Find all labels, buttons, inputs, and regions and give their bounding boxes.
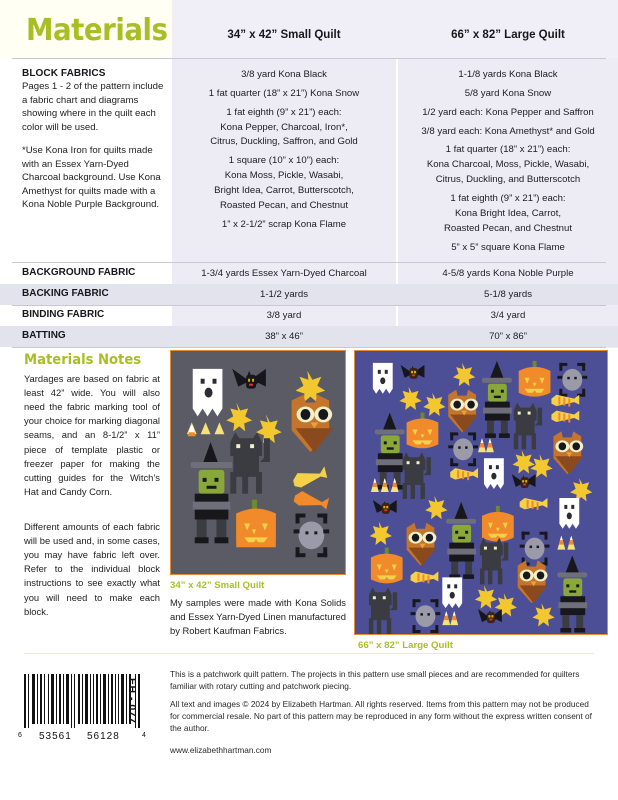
column-header-small-quilt: 34” x 42” Small Quilt: [227, 29, 341, 41]
row-label: BACKGROUND FABRIC: [22, 267, 136, 278]
footer-paragraph-2: All text and images © 2024 by Elizabeth Hartman. All rights reserved. Items from this pattern may not be produced for commercial resale. No part of this pattern may be reproduced in any form without the express written consent of the author.: [170, 699, 592, 734]
row-value-large-quilt: 70” x 86”: [489, 331, 527, 342]
small-quilt-image: [170, 350, 346, 575]
large-quilt-caption: 66” x 82” Large Quilt: [358, 640, 453, 651]
table-rule: [12, 58, 606, 59]
sample-fabrics-note: My samples were made with Kona Solids and Essex Yarn-Dyed Linen manufactured by Robert Kaufman Fabrics.: [170, 597, 346, 637]
fabric-list-item: 3/8 yard Kona Black: [241, 69, 327, 80]
row-value-small-quilt: 1-3/4 yards Essex Yarn-Dyed Charcoal: [201, 268, 367, 279]
block-fabrics-list-small: [176, 68, 392, 237]
materials-notes-heading: Materials Notes: [24, 352, 142, 368]
barcode-left-digit: 6: [18, 732, 22, 739]
candy-corn-motif: [187, 422, 225, 436]
fabric-list-item: 3/8 yard each: Kona Amethyst* and Gold: [421, 125, 595, 137]
table-row: [0, 284, 618, 305]
row-value-large-quilt: 4-5/8 yards Kona Noble Purple: [442, 268, 574, 279]
ghost-motif: [193, 369, 223, 417]
block-fabrics-note-1: Pages 1 - 2 of the pattern include a fabric chart and diagrams showing where in the quilt each color will be used.: [22, 81, 164, 133]
row-value-large-quilt: 3/4 yard: [490, 310, 526, 321]
footer-divider: [24, 653, 594, 654]
fabric-list-item: 1” x 2-1/2” scrap Kona Flame: [221, 218, 347, 230]
row-value-large-quilt: 5-1/8 yards: [484, 289, 532, 300]
row-label: BINDING FABRIC: [22, 309, 105, 320]
barcode-group-1: 53561: [39, 731, 72, 742]
materials-table-section: [0, 0, 618, 348]
fabric-list-item: 5/8 yard Kona Snow: [464, 87, 552, 99]
materials-notes-paragraph-1: Yardages are based on fabric at least 42” wide. You will also need the fabric marking tool of your choice for marking diagonal seams, and an 8-1/2” x 11” piece of template plastic or freezer paper for making the cutting guides for the Witch’s Hat and Candy Corn.: [24, 373, 160, 497]
fabric-list-item: 1/2 yard each: Kona Pepper and Saffron: [422, 106, 594, 118]
column-header-large-quilt: 66” x 82” Large Quilt: [451, 29, 565, 41]
page-footer: [0, 660, 618, 800]
row-value-small-quilt: 38” x 46”: [265, 331, 303, 342]
block-fabrics-note-2: *Use Kona Iron for quilts made with an Essex Yarn-Dyed Charcoal background. Use Kona Amethyst for quilts made with a Kona Noble Purple Background.: [22, 145, 161, 211]
sku-code: EH - 077: [126, 678, 138, 724]
page-title: Materials: [26, 13, 168, 48]
barcode-group-2: 56128: [87, 731, 120, 742]
row-label: BATTING: [22, 330, 66, 341]
footer-website: www.elizabethhartman.com: [170, 745, 272, 755]
barcode-digits: [18, 731, 150, 743]
large-quilt-artwork: [355, 351, 607, 634]
block-fabrics-list-large: [400, 68, 616, 259]
materials-notes-section: [0, 348, 618, 660]
table-row: [0, 326, 618, 347]
large-quilt-image: [354, 350, 608, 635]
fabric-list-item: 1-1/8 yards Kona Black: [458, 69, 558, 80]
barcode-right-digit: 4: [142, 732, 146, 739]
row-label-block-fabrics: BLOCK FABRICS: [22, 68, 106, 79]
row-label: BACKING FABRIC: [22, 288, 109, 299]
footer-paragraph-1: This is a patchwork quilt pattern. The projects in this pattern use small pieces and are recommended for quilters familiar with rotary cutting and patchwork piecing.: [170, 669, 580, 692]
small-quilt-caption: 34” x 42” Small Quilt: [170, 580, 265, 591]
materials-notes-paragraph-2: Different amounts of each fabric will be used and, in some cases, you may have fabric left over. Refer to the individual block instructions to see exactly what you will need to make each block.: [24, 521, 160, 617]
fabric-list-item: 1 fat quarter (18” x 21”) each: Kona Charcoal, Moss, Pickle, Wasabi, Citrus, Duckling, and Butterscotch: [426, 144, 590, 186]
row-value-small-quilt: 1-1/2 yards: [260, 289, 308, 300]
fabric-list-item: 5” x 5” square Kona Flame: [451, 241, 565, 253]
small-quilt-artwork: [171, 351, 345, 574]
fabric-list-item: 1 fat eighth (9” x 21”) each: Kona Pepper, Charcoal, Iron*, Citrus, Duckling, Saffron, and Gold: [210, 106, 358, 148]
fabric-list-item: 1 fat eighth (9” x 21”) each: Kona Bright Idea, Carrot, Roasted Pecan, and Chestnut: [443, 193, 572, 234]
fabric-list-item: 1 square (10” x 10”) each: Kona Moss, Pickle, Wasabi, Bright Idea, Carrot, Butterscotch, Roasted Pecan, and Chestnut: [214, 155, 354, 211]
row-value-small-quilt: 3/8 yard: [266, 310, 302, 321]
table-row: [0, 305, 618, 326]
table-row: [0, 263, 618, 284]
fabric-list-item: 1 fat quarter (18” x 21”) Kona Snow: [208, 87, 360, 99]
